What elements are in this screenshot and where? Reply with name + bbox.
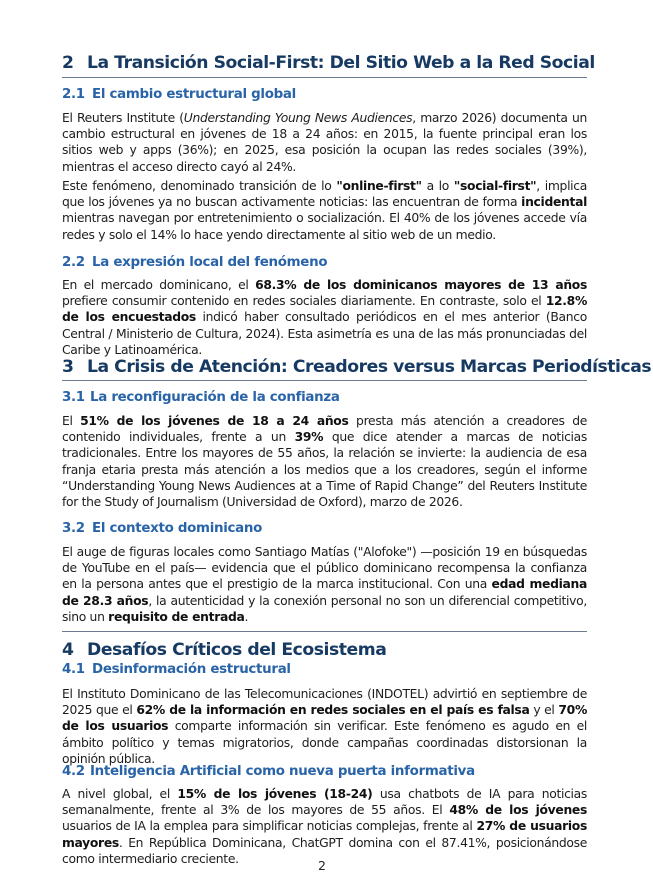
emphasis-bold: 39% bbox=[294, 430, 324, 445]
subsection-heading bbox=[62, 662, 291, 677]
text-run: En el mercado dominicano, el bbox=[62, 278, 256, 292]
emphasis-bold: requisito de entrada bbox=[108, 609, 245, 624]
section-number: 4 bbox=[62, 640, 74, 660]
paragraph bbox=[62, 110, 587, 175]
paragraph bbox=[62, 277, 587, 358]
subsection-title: Inteligencia Artificial como nueva puerta informativa bbox=[90, 764, 475, 779]
text-run: , marzo 2026) documenta un cambio estructural en jóvenes de 18 a 24 años: en 2015, la fuente principal eran los sitios web y apps (36%); en 2025, esa posición la ocupan las redes sociales (39%), mientras el acceso directo cayó al 24%. bbox=[62, 111, 588, 174]
text-run: que dice atender a marcas de noticias tradicionales. Entre los mayores de 55 años, la relación se invierte: la audiencia de esa franja etaria presta más atención a los medios que a los creadores, según el informe “Understanding Young News Audiences at a Time of Rapid Change” del Reuters Institute for the Study of Journalism (Universidad de Oxford), marzo de 2026. bbox=[62, 430, 587, 510]
paragraph bbox=[62, 786, 587, 867]
subsection-number: 4.1 bbox=[62, 662, 85, 677]
section-number: 3 bbox=[62, 357, 74, 377]
text-run: El Instituto Dominicano de las Telecomunicaciones (INDOTEL) advirtió en septiembre de 2025 que el bbox=[62, 687, 587, 718]
text-run: a lo bbox=[421, 179, 454, 193]
subsection-title: El cambio estructural global bbox=[92, 87, 296, 102]
paragraph bbox=[62, 178, 587, 243]
subsection-heading bbox=[62, 390, 340, 405]
text-run: prefiere consumir contenido en redes sociales diariamente. En contraste, solo el bbox=[62, 294, 546, 309]
text-run: . En República Dominicana, ChatGPT domina con el 87.41%, posicionándose como intermediario creciente. bbox=[62, 835, 587, 866]
subsection-number: 2.2 bbox=[62, 255, 85, 270]
text-run: presta más atención a creadores de contenido individuales, frente a un bbox=[62, 414, 587, 445]
subsection-title: La reconfiguración de la confianza bbox=[90, 390, 340, 405]
emphasis-bold: 48% de los jóvenes bbox=[449, 803, 587, 818]
section-rule bbox=[62, 631, 587, 632]
emphasis-bold: 12.8% de los encuestados bbox=[62, 294, 587, 325]
text-run: indicó haber consultado periódicos en el mes anterior (Banco Central / Ministerio de Cultura, 2024). Esta asimetría es una de las más pronunciadas del Caribe y Latinoamérica. bbox=[62, 310, 587, 357]
text-run: . bbox=[244, 609, 249, 624]
section-rule bbox=[62, 77, 587, 78]
section-rule bbox=[62, 380, 587, 381]
text-run: El Reuters Institute ( bbox=[62, 111, 184, 125]
text-run: usa chatbots de IA para noticias semanalmente, frente al 3% de los mayores de 55 años. El bbox=[62, 787, 588, 818]
text-run: El bbox=[62, 414, 81, 428]
emphasis-bold: edad mediana de 28.3 años bbox=[62, 577, 587, 608]
section-title: La Transición Social-First: Del Sitio Web a la Red Social bbox=[87, 53, 595, 73]
emphasis-italic: Understanding Young News Audiences bbox=[183, 111, 413, 125]
text-run: A nivel global, el bbox=[62, 787, 178, 801]
text-run: Este fenómeno, denominado transición de lo bbox=[62, 179, 337, 193]
section-heading bbox=[62, 640, 386, 660]
emphasis-bold: 15% de los jóvenes (18-24) bbox=[177, 787, 373, 801]
subsection-heading bbox=[62, 521, 262, 536]
subsection-title: La expresión local del fenómeno bbox=[92, 255, 328, 270]
emphasis-bold: 68.3% de los dominicanos mayores de 13 años bbox=[255, 278, 587, 292]
section-title: La Crisis de Atención: Creadores versus Marcas Periodísticas bbox=[87, 357, 652, 377]
section-title: Desafíos Críticos del Ecosistema bbox=[87, 640, 387, 660]
text-run: y el bbox=[529, 703, 559, 718]
text-run: , implica que los jóvenes ya no buscan activamente noticias: las encuentran de forma bbox=[62, 179, 587, 210]
paragraph bbox=[62, 413, 587, 510]
text-run: usuarios de IA la emplea para simplificar noticias complejas, frente al bbox=[62, 819, 477, 834]
subsection-number: 3.2 bbox=[62, 521, 85, 536]
emphasis-bold: "social-first" bbox=[453, 179, 537, 193]
section-number: 2 bbox=[62, 53, 74, 73]
subsection-heading bbox=[62, 255, 327, 270]
emphasis-bold: 70% de los usuarios bbox=[62, 703, 587, 734]
emphasis-bold: incidental bbox=[521, 195, 587, 210]
emphasis-bold: "online-first" bbox=[336, 179, 422, 193]
section-heading bbox=[62, 357, 651, 377]
text-run: comparte información sin verificar. Este fenómeno es agudo en el ámbito político y temas migratorios, donde campañas coordinadas distorsionan la opinión pública. bbox=[62, 719, 587, 766]
emphasis-bold: 62% de la información en redes sociales en el país es falsa bbox=[136, 703, 530, 718]
subsection-title: El contexto dominicano bbox=[92, 521, 263, 536]
subsection-heading bbox=[62, 87, 296, 102]
subsection-number: 2.1 bbox=[62, 87, 85, 102]
emphasis-bold: 27% de usuarios mayores bbox=[62, 819, 587, 850]
subsection-title: Desinformación estructural bbox=[92, 662, 291, 677]
text-run: mientras navegan por entretenimiento o socialización. El 40% de los jóvenes accede vía redes y solo el 14% lo hace yendo directamente al sitio web de un medio. bbox=[62, 211, 587, 242]
subsection-number: 4.2 bbox=[62, 764, 85, 779]
subsection-heading bbox=[62, 764, 475, 779]
subsection-number: 3.1 bbox=[62, 390, 85, 405]
page-number: 2 bbox=[318, 858, 326, 873]
paragraph bbox=[62, 686, 587, 767]
paragraph bbox=[62, 544, 587, 625]
emphasis-bold: 51% de los jóvenes de 18 a 24 años bbox=[80, 414, 349, 428]
section-heading bbox=[62, 53, 595, 73]
text-run: , la autenticidad y la conexión personal no son un diferencial competitivo, sino un bbox=[62, 593, 587, 624]
text-run: El auge de figuras locales como Santiago Matías ("Alofoke") —posición 19 en búsquedas de YouTube en el país— evidencia que el público dominicano recompensa la confianza en la persona antes que el prestigio de la marca institucional. Con una bbox=[62, 545, 587, 592]
